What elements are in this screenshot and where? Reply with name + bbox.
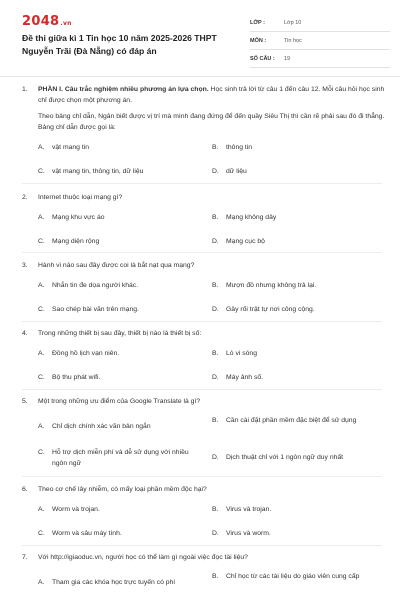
option-letter: B. [212, 506, 219, 513]
question-number: 6. [22, 486, 28, 493]
option-letter: C. [38, 306, 45, 313]
option-letter: C. [38, 449, 45, 456]
options [22, 212, 392, 254]
question-divider [22, 476, 382, 477]
option-letter: B. [212, 417, 219, 424]
header-divider [0, 76, 400, 77]
question-text: Với http://igiaoduc.vn, người học có thể làm gì ngoài việc đọc tài liệu? [38, 554, 248, 561]
meta-key: LỚP : [250, 19, 265, 26]
option-letter: A. [38, 350, 45, 357]
option-text: Mạng khu vực áo [52, 214, 105, 221]
options [22, 280, 392, 322]
question-number: 7. [22, 554, 28, 561]
option-letter: D. [212, 238, 219, 245]
option-d[interactable] [212, 452, 382, 463]
question-divider [22, 321, 382, 322]
meta-key: SỐ CÂU : [250, 55, 275, 62]
meta-value: 19 [284, 55, 291, 62]
option-b[interactable] [212, 142, 382, 153]
option-text: Tham gia các khóa học trực tuyến có phí [52, 579, 176, 586]
option-text: dữ liệu [226, 168, 247, 175]
question-stem [22, 192, 392, 203]
question-4 [22, 328, 392, 390]
option-letter: A. [38, 214, 45, 221]
option-a[interactable] [38, 280, 208, 291]
option-letter: D. [212, 168, 219, 175]
option-text: Gây rối trật tự nơi công cộng. [226, 306, 315, 313]
option-d[interactable] [212, 236, 382, 247]
question-text: Theo cơ chế lây nhiễm, có mấy loại phần mềm độc hại? [38, 486, 207, 493]
meta-row-count [250, 50, 390, 68]
option-letter: D. [212, 454, 219, 461]
options [22, 142, 392, 184]
question-number: 3. [22, 262, 28, 269]
option-d[interactable] [212, 166, 382, 177]
logo-text: 2048 [22, 14, 60, 29]
option-c[interactable] [38, 166, 208, 177]
option-a[interactable] [38, 348, 208, 359]
meta-table [250, 14, 390, 68]
part-instructions [38, 84, 392, 106]
option-text: Lò vi sóng [226, 350, 257, 357]
option-text: Mượn đồ nhưng không trả lại. [226, 282, 317, 289]
meta-row-subject [250, 32, 390, 50]
option-text: Mạng cục bộ [226, 238, 265, 245]
question-divider [22, 389, 382, 390]
option-c[interactable] [38, 528, 208, 539]
option-text: Virus và worm. [226, 530, 271, 537]
meta-value: Lớp 10 [284, 19, 302, 26]
question-stem [22, 484, 392, 495]
option-text: Đồng hồ lịch vạn niên. [52, 350, 120, 357]
option-a[interactable] [38, 142, 208, 153]
option-d[interactable] [212, 372, 382, 383]
option-d[interactable] [212, 304, 382, 315]
option-letter: A. [38, 282, 45, 289]
question-stem [22, 84, 392, 106]
question-3 [22, 260, 392, 322]
option-text: Hỗ trợ dịch miễn phí và dễ sử dụng với nhiều ngôn ngữ [52, 449, 189, 467]
option-b[interactable] [212, 504, 382, 515]
site-logo[interactable] [22, 14, 72, 29]
option-text: thông tin [226, 144, 253, 151]
part-title: PHẦN I. Câu trắc nghiệm nhiều phương án lựa chọn. [38, 86, 209, 93]
option-a[interactable] [38, 577, 208, 588]
part-description: Học sinh trả lời từ câu 1 đến câu 12. Mỗi câu hỏi học sinh chỉ được chọn một phương án. [38, 86, 385, 104]
option-text: Mạng diện rộng [52, 238, 100, 245]
option-a[interactable] [38, 504, 208, 515]
option-text: Chỉ dịch chính xác văn bản ngắn [52, 423, 151, 430]
option-c[interactable] [38, 304, 208, 315]
option-text: Mạng không dây [226, 214, 277, 221]
option-text: Dịch thuật chỉ với 1 ngôn ngữ duy nhất [226, 454, 344, 461]
option-letter: A. [38, 144, 45, 151]
page-header [0, 0, 400, 72]
option-text: Nhắn tin đe dọa người khác. [52, 282, 139, 289]
option-letter: C. [38, 374, 45, 381]
option-text: Worm và sâu máy tính. [52, 530, 122, 537]
option-letter: B. [212, 214, 219, 221]
logo-suffix: .vn [60, 20, 72, 27]
option-letter: A. [38, 423, 45, 430]
option-letter: D. [212, 374, 219, 381]
option-letter: C. [38, 238, 45, 245]
options [22, 504, 392, 546]
option-text: Cần cài đặt phần mềm đặc biệt để sử dụng [226, 417, 357, 424]
option-a[interactable] [38, 421, 208, 432]
question-text: Một trong những ưu điểm của Google Translate là gì? [38, 398, 201, 405]
option-c[interactable] [38, 447, 198, 469]
option-a[interactable] [38, 212, 208, 223]
option-letter: B. [212, 573, 219, 580]
option-letter: A. [38, 579, 45, 586]
option-b[interactable] [212, 571, 372, 582]
option-text: Worm và trojan. [52, 506, 100, 513]
question-stem [22, 552, 392, 563]
question-text: Internet thuộc loại mạng gì? [38, 194, 123, 201]
option-letter: D. [212, 530, 219, 537]
question-stem [22, 260, 392, 271]
question-number: 5. [22, 398, 28, 405]
option-letter: B. [212, 282, 219, 289]
question-divider [22, 252, 382, 253]
options [22, 348, 392, 390]
option-text: Virus và trojan. [226, 506, 272, 513]
option-b[interactable] [212, 280, 382, 291]
question-divider [22, 183, 382, 184]
question-number: 4. [22, 330, 28, 337]
option-b[interactable] [212, 348, 382, 359]
meta-key: MÔN : [250, 37, 267, 44]
option-text: Chỉ học từ các tài liệu do giáo viên cung cấp [226, 573, 360, 580]
question-stem [22, 396, 392, 407]
option-b[interactable] [212, 415, 372, 426]
question-text: Hành vi nào sau đây được coi là bắt nạt qua mạng? [38, 262, 195, 269]
question-number: 2. [22, 194, 28, 201]
question-stem [22, 328, 392, 339]
option-b[interactable] [212, 212, 382, 223]
meta-row-class [250, 14, 390, 32]
option-letter: C. [38, 530, 45, 537]
option-letter: B. [212, 144, 219, 151]
option-letter: C. [38, 168, 45, 175]
option-letter: D. [212, 306, 219, 313]
option-d[interactable] [212, 528, 382, 539]
question-2 [22, 192, 392, 254]
option-letter: A. [38, 506, 45, 513]
options [22, 415, 392, 471]
question-5 [22, 396, 392, 471]
question-7 [22, 552, 392, 599]
meta-value: Tin học [284, 37, 302, 44]
option-c[interactable] [38, 372, 208, 383]
question-1 [22, 84, 392, 184]
question-number: 1. [22, 86, 28, 93]
question-divider [22, 545, 382, 546]
option-text: vật mang tin [52, 144, 90, 151]
question-context: Theo bảng chỉ dẫn, Ngân biết được vị trí mà mình đang đứng để đến quầy Siêu Thị thì cần rẽ phải sau đó đi thẳng. Bảng chỉ dẫn được gọi là: [38, 113, 385, 131]
option-letter: B. [212, 350, 219, 357]
document-title: Đề thi giữa kì 1 Tin học 10 năm 2025-2026 THPT Nguyễn Trãi (Đà Nẵng) có đáp án [22, 33, 217, 56]
option-text: vật mang tin, thông tin, dữ liệu [52, 168, 144, 175]
option-text: Máy ảnh số. [226, 374, 264, 381]
question-6 [22, 484, 392, 546]
option-c[interactable] [38, 236, 208, 247]
option-text: Sao chép bài văn trên mạng. [52, 306, 139, 313]
options [22, 571, 392, 599]
option-text: Bộ thu phát wifi. [52, 374, 101, 381]
question-text: Trong những thiết bị sau đây, thiết bị nào là thiết bị số: [38, 330, 202, 337]
